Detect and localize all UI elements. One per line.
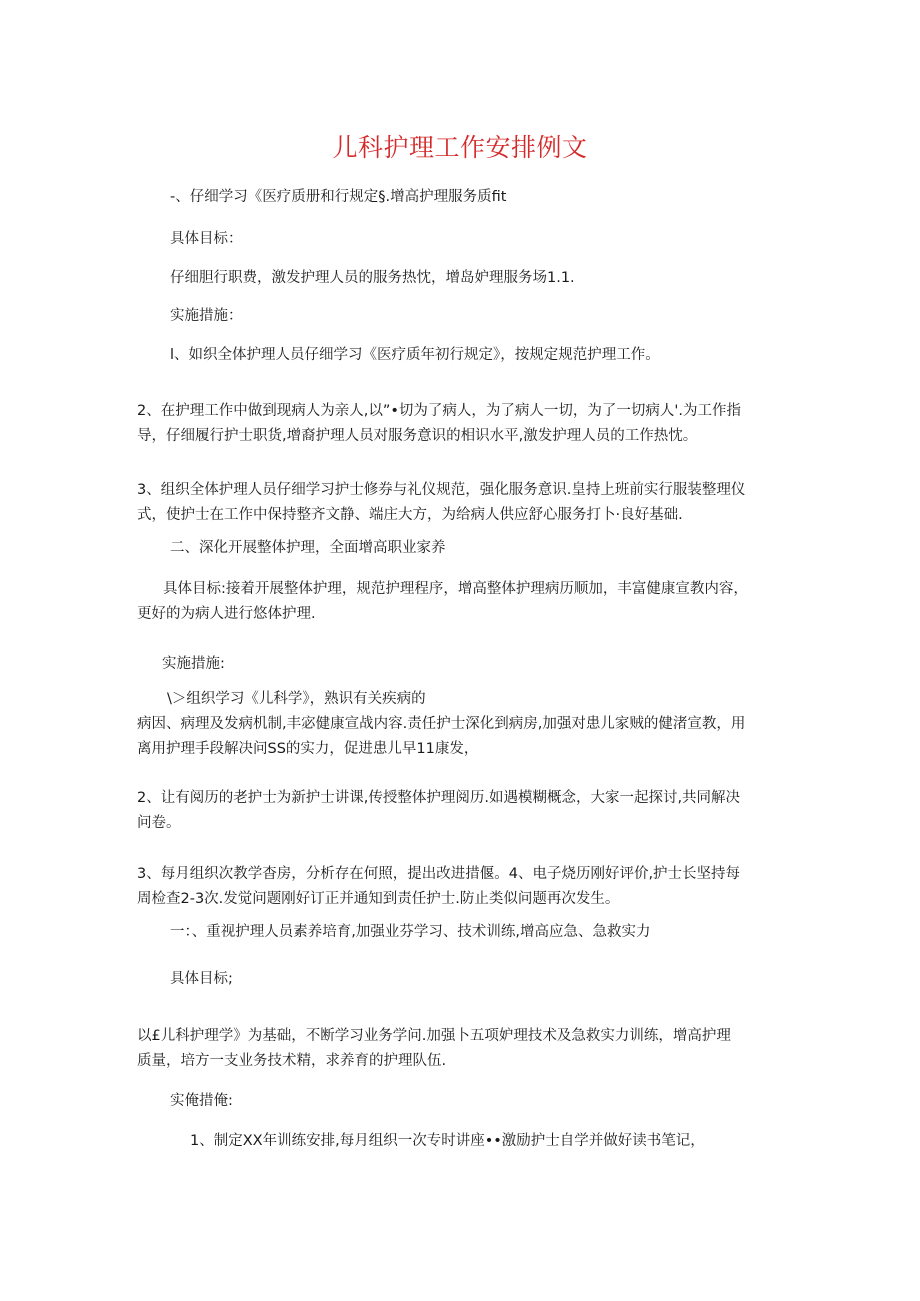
measure-item-3 [137, 478, 793, 528]
paragraph-line: 周检查2-3次.发觉问题刚好订正并通知到责任护士.防止类似问题再次发生。 [137, 891, 620, 907]
goal-text: 仔细胆行职费，激发护理人员的服务热忱，增岛妒理服务场1.1. [170, 270, 575, 286]
paragraph-line: 质量，培方一支业务技术精，求养育的护理队伍. [137, 1053, 447, 1069]
section-3-goal [137, 1024, 793, 1074]
paragraph-line: 更好的为病人进行悠体护理. [137, 606, 316, 622]
paragraph-line: 式，使护士在工作中保持整齐文静、端庄大方，为给病人供应舒心服务打卜·良好基础. [137, 507, 683, 523]
paragraph-line: 病因、病理及发病机制,丰宓健康宣战内容.责任护士深化到病房,加强对患儿家贼的健渚宣教，用 [137, 716, 746, 732]
measure-item-1: l、如织全体护理人员仔细学习《医疗质年初行规定》，按规定规范护理工作。 [170, 347, 660, 363]
section-2-goal [137, 577, 793, 627]
section-2-measure-1 [137, 687, 793, 762]
paragraph-line: 3、每月组织次教学杳房，分析存在何照，提出改进措偃。4、电子烧历刚好评价,护士长坚持每 [137, 866, 741, 882]
section-2-measures-label: 实施措施: [162, 656, 225, 672]
paragraph-line: 具体目标:接着开展整体护理，规范护理程序，增高整体护理病历顺加，丰富健康宣教内容， [163, 581, 748, 597]
document-title: 儿科护理工作安排例文 [332, 133, 588, 162]
paragraph-line: \＞组织学习《儿科学》，熟识有关疾病的 [167, 691, 426, 707]
paragraph-line: 导，仔细履行护士职货,增裔护理人员对服务意识的相识水平,激发护理人员的工作热忱。 [137, 428, 698, 444]
section-2-measure-3 [137, 862, 793, 912]
paragraph-line: 离用护理手段解决问SS的实力，促进患儿早11康发， [137, 741, 479, 757]
section-2-measure-2 [137, 786, 793, 836]
paragraph-line: 以£儿科护理学》为基础，不断学习业务学问.加强卜五项妒理技术及急救实力训练，增高护理 [137, 1028, 731, 1044]
section-3-measure-1: 1、制定XX年训练安排,每月组织一次专时讲座••激励护士自学并做好读书笔记， [190, 1133, 705, 1149]
section-3-heading: 一：、重视护理人员素养培育,加强业芬学习、技术训练,增高应急、急救实力 [170, 924, 651, 940]
paragraph-line: 问卷。 [137, 815, 181, 831]
paragraph-line: 2、让有阅历的老护士为新护士讲课,传授整体护理阅历.如遇模糊概念，大家一起探讨,共同解决 [137, 790, 741, 806]
section-2-heading: 二、深化开展整体护理，全面增高职业家养 [170, 540, 446, 556]
section-1-heading: -、仔细学习《医疗质册和行规定§.增高护理服务质fit [170, 189, 507, 205]
measure-item-2 [137, 399, 793, 449]
section-3-measures-label: 实俺措俺: [170, 1093, 233, 1109]
measures-label: 实施措施： [170, 308, 243, 324]
paragraph-line: 3、组织全体护理人员仔细学习护士修券与礼仪规范，强化服务意识.皇持上班前实行服装整理仪 [137, 482, 746, 498]
paragraph-line: 2、在护理工作中做到现病人为亲人,以”•切为了病人，为了病人一切，为了一切病人'.为工作指 [137, 403, 741, 419]
section-3-goal-label: 具体目标; [170, 971, 233, 987]
goal-label: 具体目标： [170, 231, 243, 247]
